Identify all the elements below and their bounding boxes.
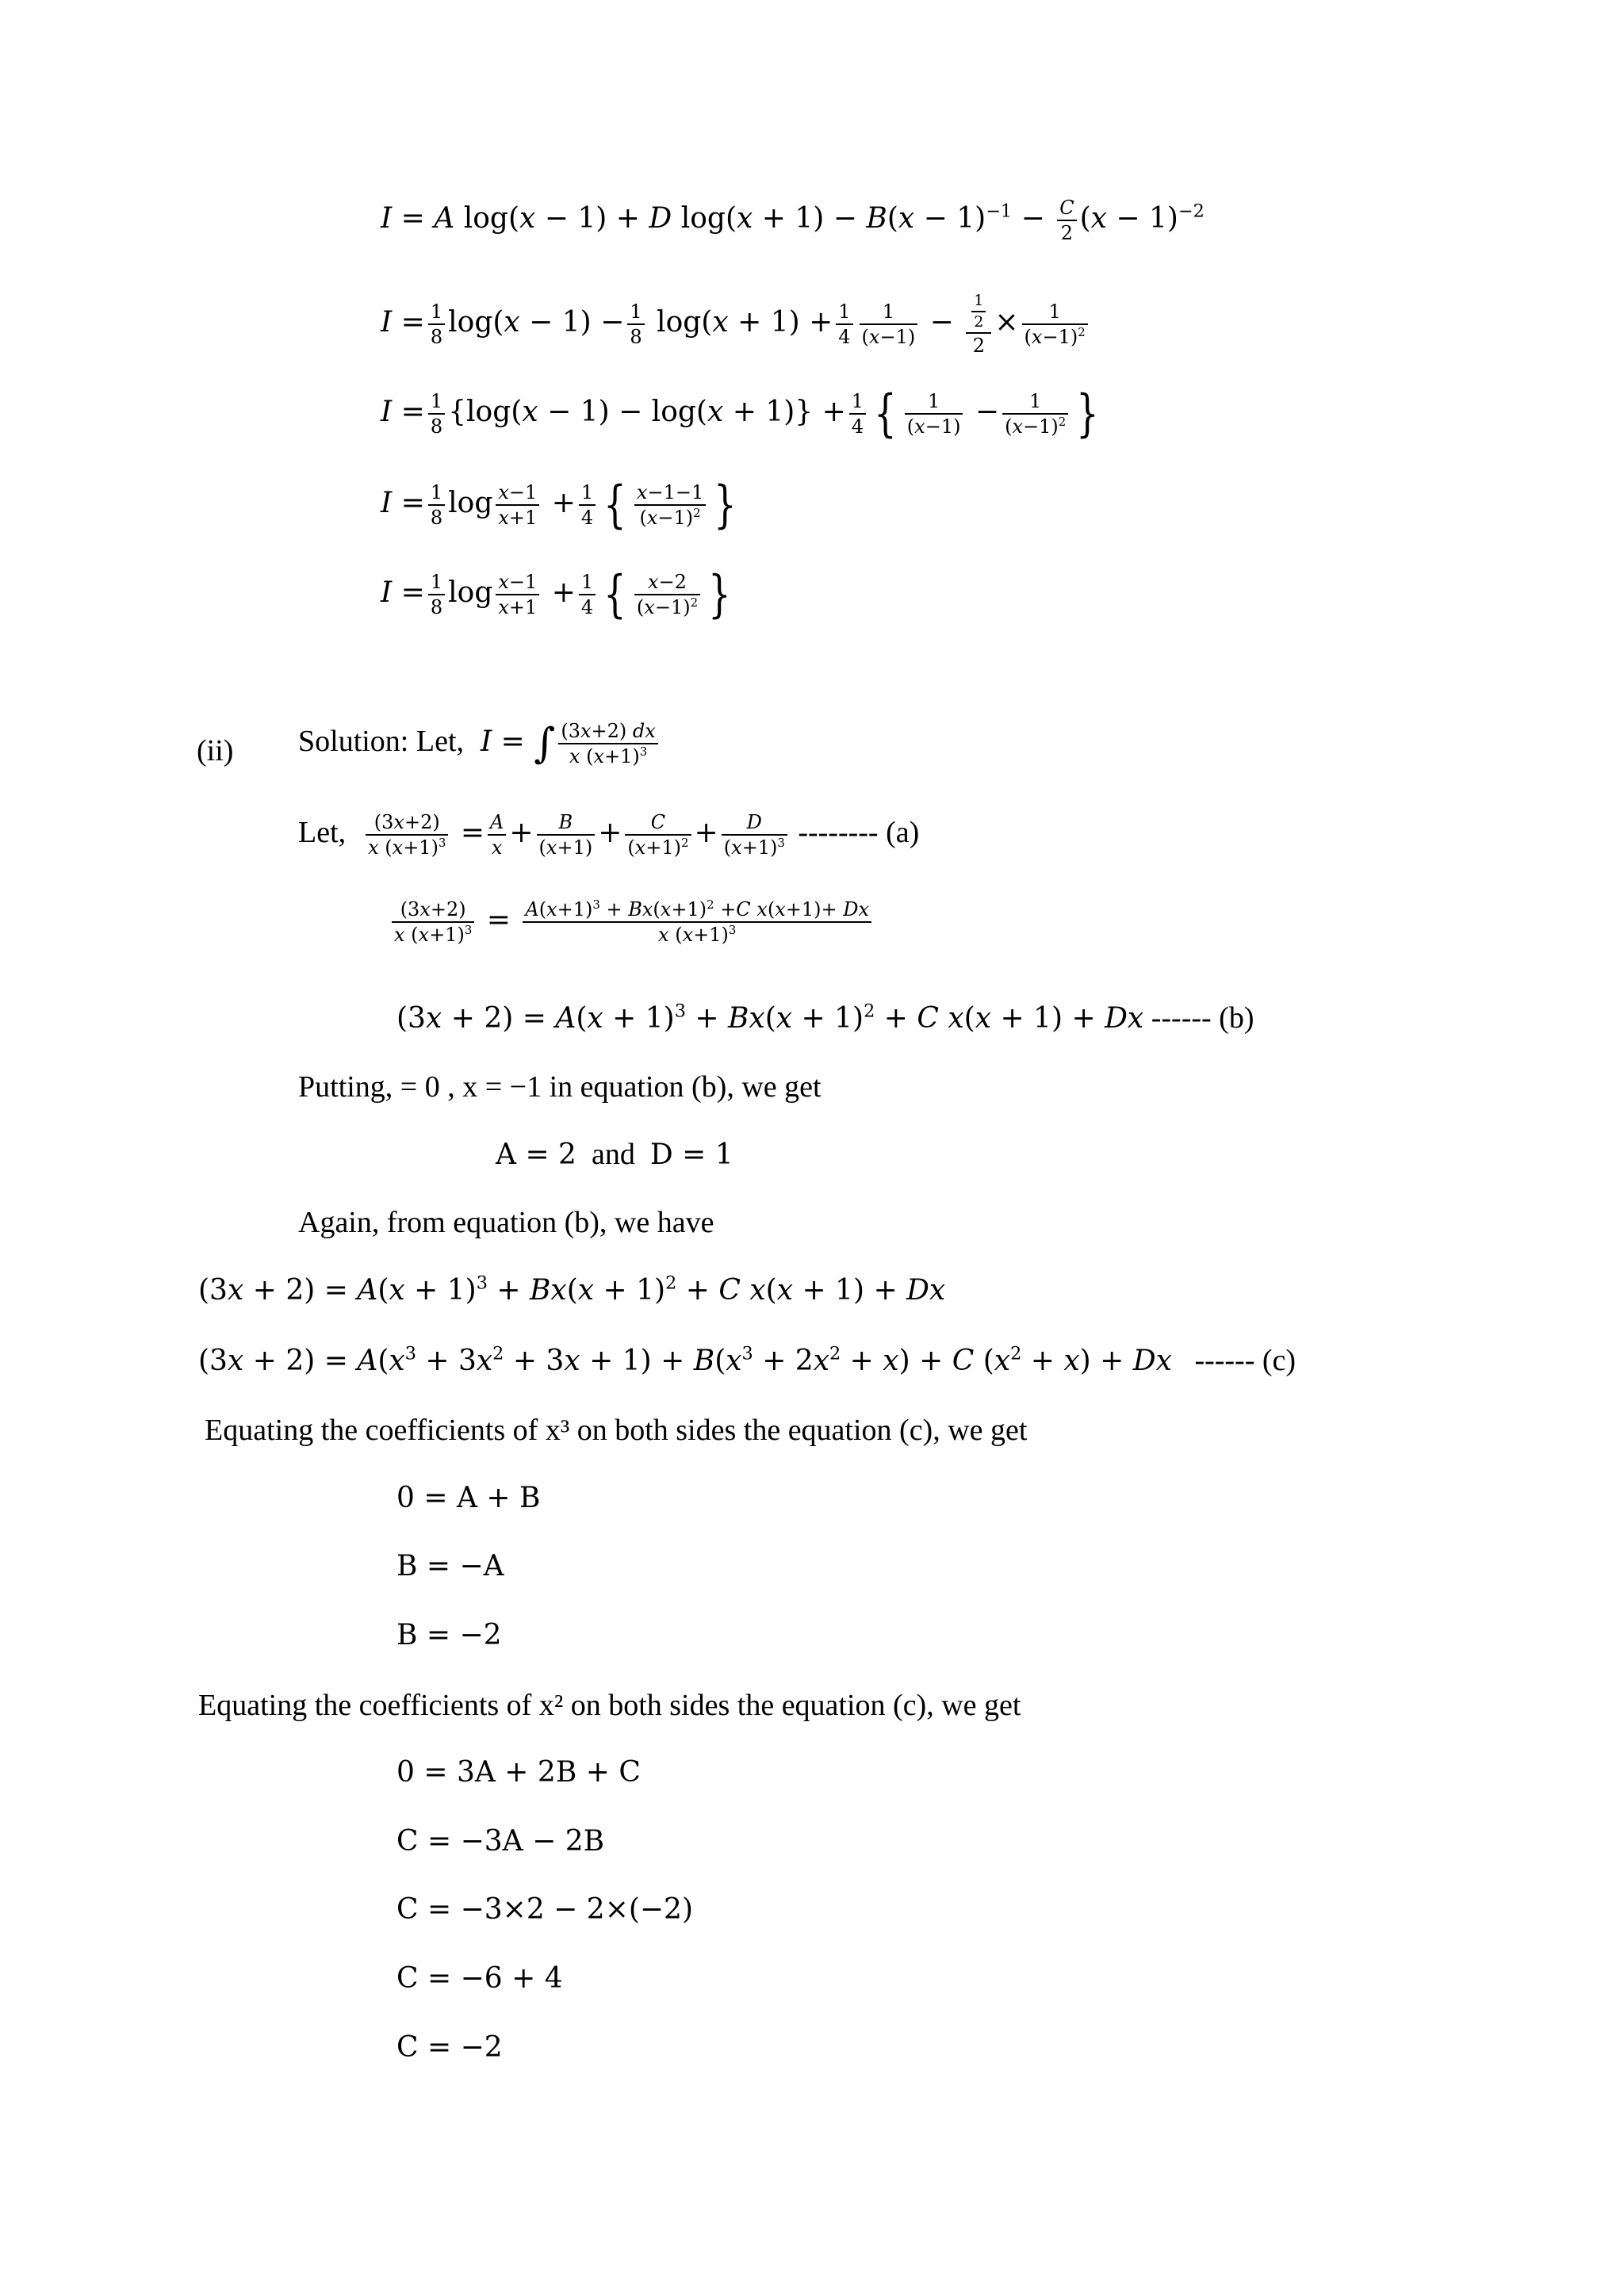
part-label: (ii): [197, 734, 234, 767]
result-line-1: 0 = A + B: [396, 1482, 541, 1514]
again-text: Again, from equation (b), we have: [298, 1206, 714, 1239]
result-line-8: C = −2: [396, 2031, 503, 2064]
result-line-5: C = −3A − 2B: [396, 1825, 605, 1858]
a-d-values-line: [496, 1139, 733, 1169]
tag-b: ------ (b): [1151, 1001, 1254, 1035]
solution-text: Solution: Let,: [298, 725, 464, 758]
d-value: D = 1: [649, 1138, 733, 1171]
equating-x3-text: Equating the coefficients of x³ on both sides the equation (c), we get: [205, 1414, 1028, 1447]
and-text: and: [591, 1138, 635, 1171]
combined-fraction-line: $\frac{(3x+2)}{x (x+1)^3}$ = $\frac{A(x+1)^3 + Bx(x+1)^2 +C x(x+1)+ Dx}{x (x+1)^3}$: [389, 900, 875, 944]
result-line-7: C = −6 + 4: [396, 1962, 563, 1995]
result-line-3: B = −2: [396, 1619, 502, 1651]
a-value: A = 2: [496, 1138, 576, 1171]
tag-a: -------- (a): [798, 816, 920, 849]
equation-line-4: I = $\frac{1}{8}$ log $\frac{x-1}{x+1}$ + $\frac{1}{4}$ { $\frac{x-1-1}{(x-1)^2}$ }: [381, 476, 737, 534]
putting-text: Putting, = 0 , x = −1 in equation (b), we get: [298, 1070, 822, 1104]
equation-b-line: $(3x + 2) = A(x + 1)^3 + Bx(x + 1)^2 + C$ x(x + 1) + Dx ------ (b): [396, 1001, 1254, 1035]
equation-line-3: I = $\frac{1}{8}$ {log(x − 1) − log(x + 1)} + $\frac{1}{4}$ { $\frac{1}{(x-1)}$ − $\frac{1}{(x-1)^2}$ }: [381, 385, 1099, 443]
let-text: Let,: [298, 816, 347, 849]
result-line-4: 0 = 3A + 2B + C: [396, 1756, 641, 1789]
equation-c-line: $(3x + 2) = A(x^3 + 3x^2 + 3x + 1) + B(x^3 + 2x^2 + x) + C$ $(x^2 + x) + Dx$ ------ (c): [198, 1343, 1297, 1377]
equation-line-1: I = A log(x − 1) + D $\log(x + 1) - B(x - 1)^{-1}$ − $\frac{C}{2}$ $(x - 1)^{-2}$: [381, 197, 1205, 244]
equating-x2-text: Equating the coefficients of x² on both sides the equation (c), we get: [198, 1689, 1021, 1722]
partial-fraction-line: Let, $\frac{(3x+2)}{x (x+1)^3}$ = $\frac{A}{x}$ + $\frac{B}{(x+1)}$ + $\frac{C}{(x+1)^2}$ + $\frac{D}{(x+1)^3}$ -------- (a): [298, 811, 920, 859]
equation-line-2: I = $\frac{1}{8}$ log(x − 1) − $\frac{1}{8}$ log(x + 1) + $\frac{1}{4}$ $\frac{1}{(x-1)}$ − $\frac{\frac{1}{2}}{2}$ × $\frac{1}{(x-1)^2}$: [381, 293, 1091, 355]
result-line-2: B = −A: [396, 1550, 504, 1582]
tag-c: ------ (c): [1194, 1344, 1297, 1377]
equation-b-repeat-line: $(3x + 2) = A(x + 1)^3 + Bx(x + 1)^2 + C$ x(x + 1) + Dx: [198, 1272, 946, 1307]
solution-line: Solution: Let, I = ∫ $\frac{(3x+2) dx}{x (x+1)^3}$: [298, 721, 661, 766]
equation-line-5: I = $\frac{1}{8}$ log $\frac{x-1}{x+1}$ + $\frac{1}{4}$ { $\frac{x-2}{(x-1)^2}$ }: [381, 565, 731, 624]
result-line-6: C = −3×2 − 2×(−2): [396, 1893, 694, 1926]
